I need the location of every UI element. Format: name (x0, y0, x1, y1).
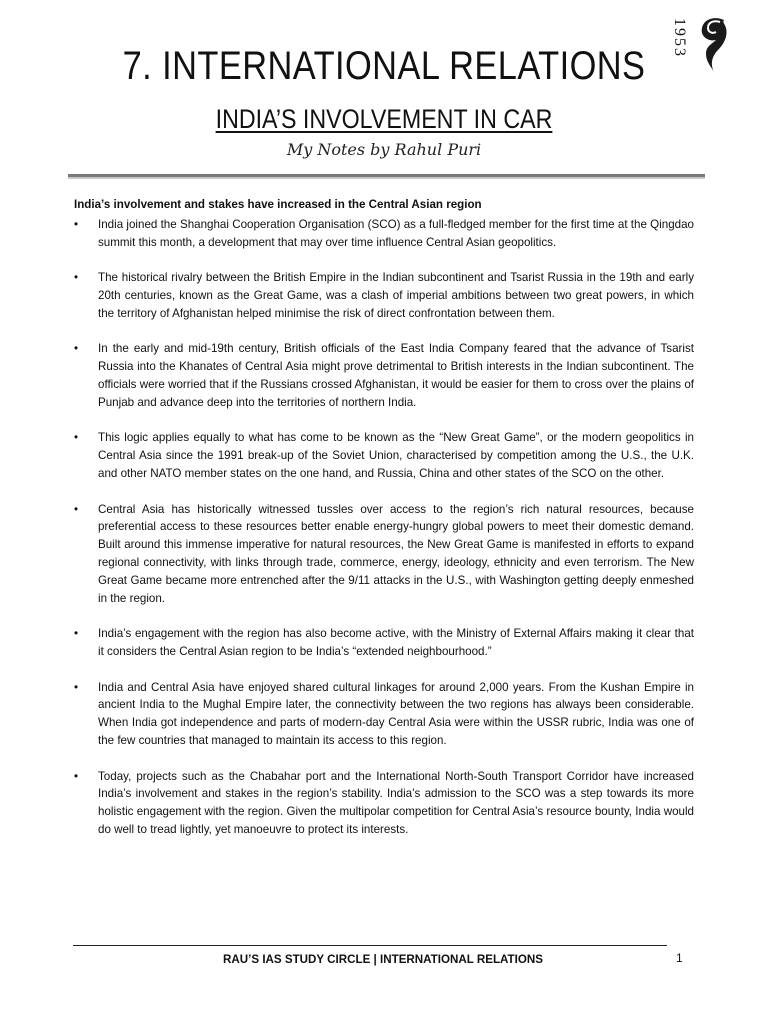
page-title: 7. INTERNATIONAL RELATIONS (122, 44, 646, 88)
bullet-text: Central Asia has historically witnessed tussles over access to the region’s rich natural resources, because preferential access to these resources better enable energy-hungry global powers to meet their domestic demand. Built around this immense imperative for natural resources, the New Great Game is manifested in efforts to expand regional connectivity, with links through trade, commerce, energy, ideology, ethnicity and even terrorism. The New Great Game became more entrenched after the 9/11 attacks in the U.S., with Washington getting deeply enmeshed in the region. (98, 502, 694, 605)
subtitle-text: INDIA’S INVOLVEMENT IN CAR (215, 104, 553, 134)
bullet-list (74, 216, 694, 839)
bullet-marker: • (74, 627, 79, 641)
footer-divider (73, 945, 667, 946)
bullet-marker: • (74, 271, 79, 285)
bullet-marker: • (74, 217, 79, 231)
bullet-text: The historical rivalry between the British Empire in the Indian subcontinent and Tsarist Russia in the 19th and early 20th centuries, known as the Great Game, was a clash of imperial ambitions between two great powers, in which the territory of Afghanistan helped minimise the risk of direct confrontation between them. (98, 271, 694, 320)
bullet-text: India’s engagement with the region has also become active, with the Ministry of External Affairs making it clear that it considers the Central Asian region to be India’s “extended neighbourhood.” (98, 627, 694, 658)
page-subtitle (54, 104, 714, 135)
bullet-marker: • (74, 342, 79, 356)
header-divider-shadow (68, 177, 705, 179)
footer-title: RAU’S IAS STUDY CIRCLE | INTERNATIONAL RELATIONS (223, 953, 543, 966)
page-number: 1 (676, 951, 683, 965)
bullet-text: This logic applies equally to what has come to be known as the “New Great Game”, or the modern geopolitics in Central Asia since the 1991 break-up of the Soviet Union, characterised by competition among the U.S., the U.K. and other NATO member states on the one hand, and Russia, China and other states of the SCO on the other. (98, 431, 694, 480)
bullet-marker: • (74, 431, 79, 445)
logo-year: 1953 (671, 18, 688, 58)
bullet-item (74, 429, 694, 482)
bullet-marker: • (74, 769, 79, 783)
bullet-marker: • (74, 680, 79, 694)
bullet-item (74, 216, 694, 252)
bullet-item (74, 768, 694, 839)
bullet-text: Today, projects such as the Chabahar port and the International North-South Transport Corridor have increased India’s involvement and stakes in the region’s stability. India’s admission to the SCO was a step towards its more holistic engagement with the region. Given the multipolar competition for Central Asia’s resource bounty, India would do well to tread lightly, yet manoeuvre to protect its interests. (98, 769, 694, 836)
bullet-text: India joined the Shanghai Cooperation Organisation (SCO) as a full-fledged member for the first time at the Qingdao summit this month, a development that may over time influence Central Asian geopolitics. (98, 217, 694, 249)
bullet-item (74, 679, 694, 750)
bullet-marker: • (74, 502, 79, 516)
byline: My Notes by Rahul Puri (286, 140, 482, 159)
bullet-item (74, 625, 694, 661)
bullet-item (74, 269, 694, 322)
bullet-item (74, 501, 694, 608)
bullet-text: In the early and mid-19th century, British officials of the East India Company feared that the advance of Tsarist Russia into the Khanates of Central Asia might prove detrimental to British interests in the Indian subcontinent. The officials were worried that if the Russians crossed Afghanistan, it would be easier for them to cross over the plains of Punjab and advance deep into the territories of northern India. (98, 342, 694, 409)
bullet-text: India and Central Asia have enjoyed shared cultural linkages for around 2,000 years. From the Kushan Empire in ancient India to the Mughal Empire later, the connectivity between the two regions has always been considerable. When India got independence and parts of modern-day Central Asia were within the USSR rubric, India was one of the few countries that managed to maintain its access to this region. (98, 680, 694, 747)
section-heading: India’s involvement and stakes have increased in the Central Asian region (74, 198, 482, 211)
bullet-item (74, 340, 694, 411)
document-body (74, 196, 694, 856)
